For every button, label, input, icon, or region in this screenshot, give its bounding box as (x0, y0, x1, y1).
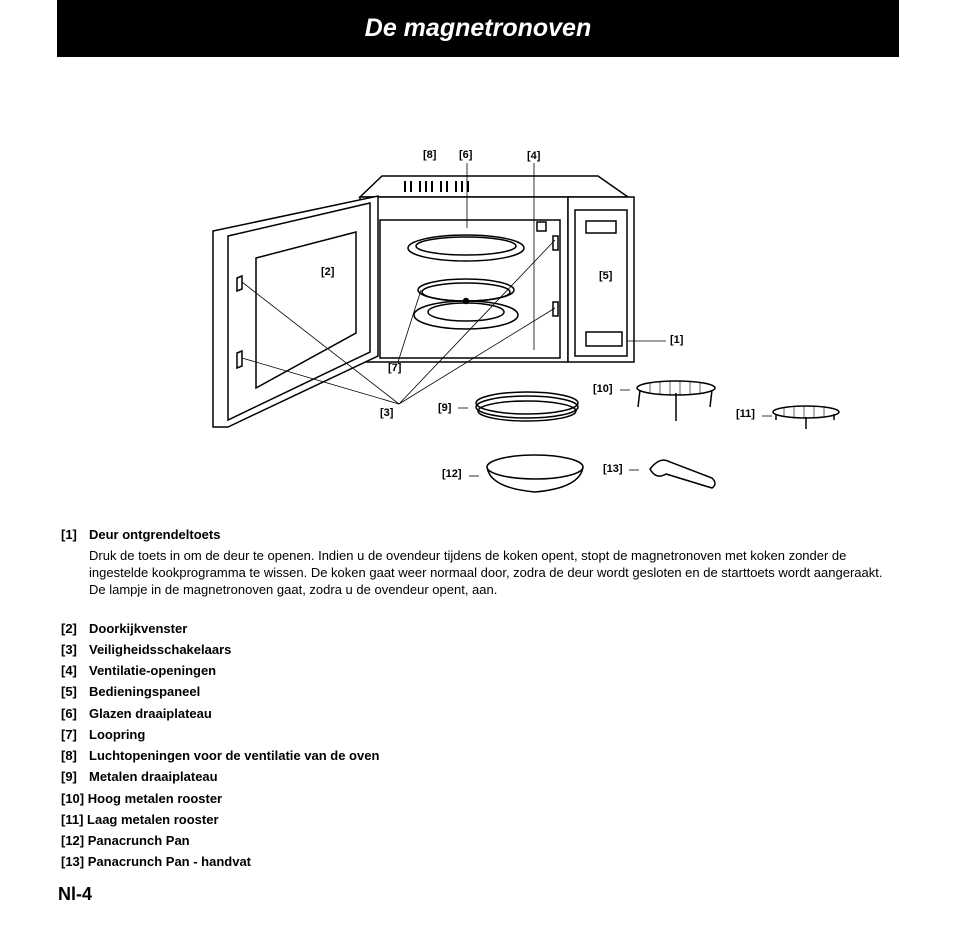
callout-11: [11] (736, 408, 755, 420)
callout-7: [7] (388, 362, 402, 374)
list-item: [11] Laag metalen rooster (61, 812, 219, 827)
description-paragraph: Druk de toets in om de deur te openen. Indien u de ovendeur tijdens de koken opent, stopt de magnetronoven met koken zonder de ingestelde kookprogramma te wissen. De koken gaat weer normaal door, zodra de deur wordt gesloten en de starttoets wordt aangeraakt. (89, 548, 883, 580)
list-item: [4] Ventilatie-openingen (61, 663, 217, 678)
list-item: [5] Bedieningspaneel (61, 684, 201, 699)
list-item: [1] Deur ontgrendeltoets (61, 527, 221, 542)
page-title: De magnetronoven (364, 14, 592, 42)
list-item: [9] Metalen draaiplateau (61, 769, 218, 784)
list-item: [10] Hoog metalen rooster (61, 791, 223, 806)
description-paragraph: De lampje in de magnetronoven gaat, zodra u de ovendeur opent, aan. (89, 582, 498, 597)
callout-6: [6] (459, 149, 473, 161)
callout-8: [8] (423, 149, 437, 161)
list-item: [6] Glazen draaiplateau (61, 706, 212, 721)
item-1-description (89, 547, 901, 598)
list-item: [12] Panacrunch Pan (61, 833, 190, 848)
callout-1: [1] (670, 334, 684, 346)
list-item: [2] Doorkijkvenster (61, 621, 188, 636)
list-item: [3] Veiligheidsschakelaars (61, 642, 232, 657)
page-number: Nl-4 (58, 884, 93, 904)
callout-2: [2] (321, 266, 335, 278)
callout-9: [9] (438, 402, 452, 414)
callout-13: [13] (603, 463, 623, 475)
list-item: [13] Panacrunch Pan - handvat (61, 854, 252, 869)
list-item: [7] Loopring (61, 727, 146, 742)
callout-4: [4] (527, 150, 541, 162)
callout-10: [10] (593, 383, 613, 395)
callout-12: [12] (442, 468, 462, 480)
callout-5: [5] (599, 270, 613, 282)
list-item: [8] Luchtopeningen voor de ventilatie van de oven (61, 748, 380, 763)
callout-3: [3] (380, 407, 394, 419)
